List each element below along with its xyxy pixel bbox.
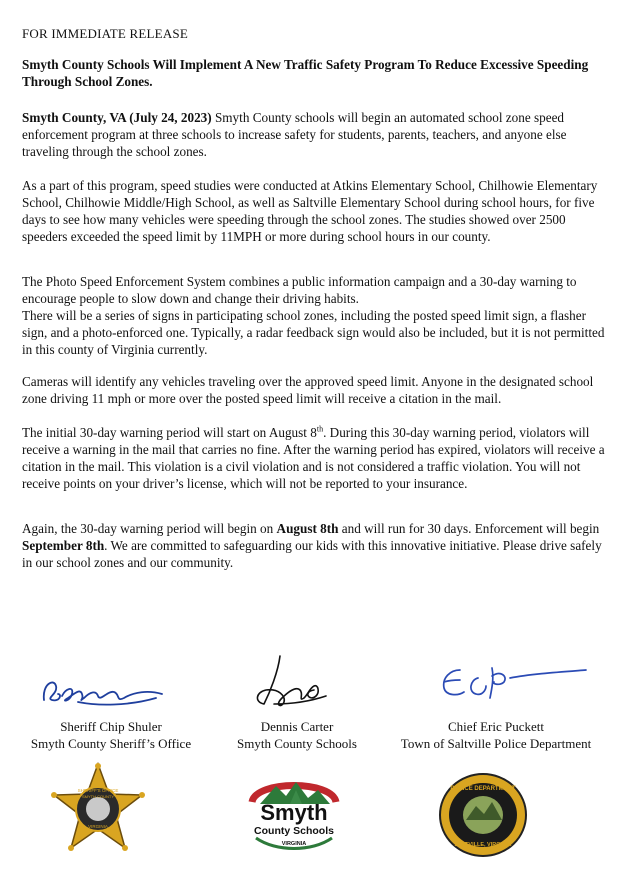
closing-c: and will run for 30 days. Enforcement will begin xyxy=(338,521,600,536)
paragraph-enforcement-system xyxy=(22,273,607,358)
signer-police-chief xyxy=(398,718,594,752)
closing-date-1: August 8th xyxy=(276,521,339,536)
signs-text: There will be a series of signs in participating school zones, including the posted speed limit sign, a flasher sign, and a photo-enforced one. Typically, a radar feedback sign would also be included, but it is not permitted in this county of Virginia currently. xyxy=(22,308,605,357)
closing-a: Again, the 30-day warning period will begin on xyxy=(22,521,277,536)
sheriff-badge-icon xyxy=(48,762,148,854)
svg-text:SHERIFF'S OFFICE: SHERIFF'S OFFICE xyxy=(77,788,119,793)
svg-text:POLICE DEPARTMENT: POLICE DEPARTMENT xyxy=(450,786,516,792)
svg-text:VIRGINIA: VIRGINIA xyxy=(88,824,108,829)
paragraph-warning-period xyxy=(22,424,607,492)
signer-name: Sheriff Chip Shuler xyxy=(60,719,162,734)
signer-org: Town of Saltville Police Department xyxy=(400,736,592,751)
signer-name: Chief Eric Puckett xyxy=(447,719,545,734)
signer-superintendent xyxy=(206,718,388,752)
dateline: Smyth County, VA (July 24, 2023) xyxy=(22,110,212,125)
smyth-county-schools-logo xyxy=(246,772,342,856)
paragraph-intro xyxy=(22,109,607,160)
svg-text:Smyth: Smyth xyxy=(260,800,328,825)
paragraph-closing xyxy=(22,520,607,571)
svg-text:VIRGINIA: VIRGINIA xyxy=(281,841,307,847)
svg-text:County Schools: County Schools xyxy=(254,825,334,837)
svg-text:SALTVILLE, VIRGINIA: SALTVILLE, VIRGINIA xyxy=(454,842,512,848)
paragraph-cameras: Cameras will identify any vehicles traveling over the approved speed limit. Anyone in the designated school zone driving 11 mph or more over the posted speed limit will receive a citation in the mail. xyxy=(22,374,594,406)
signer-org: Smyth County Sheriff’s Office xyxy=(30,736,192,751)
signature-police-chief xyxy=(430,658,590,704)
warning-text-rest: . During this 30-day warning period, violators will receive a warning in the mail that carries no fine. After the warning period has expired, violators will receive a citation in the mail. This violation is a civil violation and is not considered a traffic violation. You will not receive points on your driver’s license, which will not be reported to your insurance. xyxy=(22,425,605,491)
headline: Smyth County Schools Will Implement A New Traffic Safety Program To Reduce Excessive Speeding Through School Zones. xyxy=(22,57,589,89)
intro-text: Smyth County schools will begin an automated school zone speed enforcement program at three schools to increase safety for students, parents, teachers, and anyone else traveling through the school zones. xyxy=(22,110,567,159)
closing-date-2: September 8th xyxy=(22,538,105,553)
paragraph-speed-studies: As a part of this program, speed studies were conducted at Atkins Elementary School, Chilhowie Elementary School, Chilhowie Middle/High School, as well as Saltville Elementary School during school hours, for five days to see how many vehicles were speeding through the school zones. The studies showed over 2500 speeders exceeded the speed limit by 11MPH or more during school hours in our county. xyxy=(22,178,598,244)
closing-d: . We are committed to safeguarding our kids with this innovative initiative. Please drive safely in our school zones and our community. xyxy=(22,538,602,570)
signature-sheriff xyxy=(38,672,168,714)
signer-name: Dennis Carter xyxy=(260,719,334,734)
signer-org: Smyth County Schools xyxy=(237,736,357,751)
signer-sheriff xyxy=(20,718,202,752)
saltville-police-patch-icon xyxy=(438,772,528,858)
release-label: FOR IMMEDIATE RELEASE xyxy=(22,26,188,41)
warning-sup: th xyxy=(316,424,324,434)
enforcement-system-text: The Photo Speed Enforcement System combines a public information campaign and a 30-day warning to encourage people to slow down and change their driving habits. xyxy=(22,274,577,306)
signature-superintendent xyxy=(244,652,334,712)
svg-text:SMYTH COUNTY: SMYTH COUNTY xyxy=(82,794,114,799)
warning-text-start: The initial 30-day warning period will start on August 8 xyxy=(22,425,317,440)
